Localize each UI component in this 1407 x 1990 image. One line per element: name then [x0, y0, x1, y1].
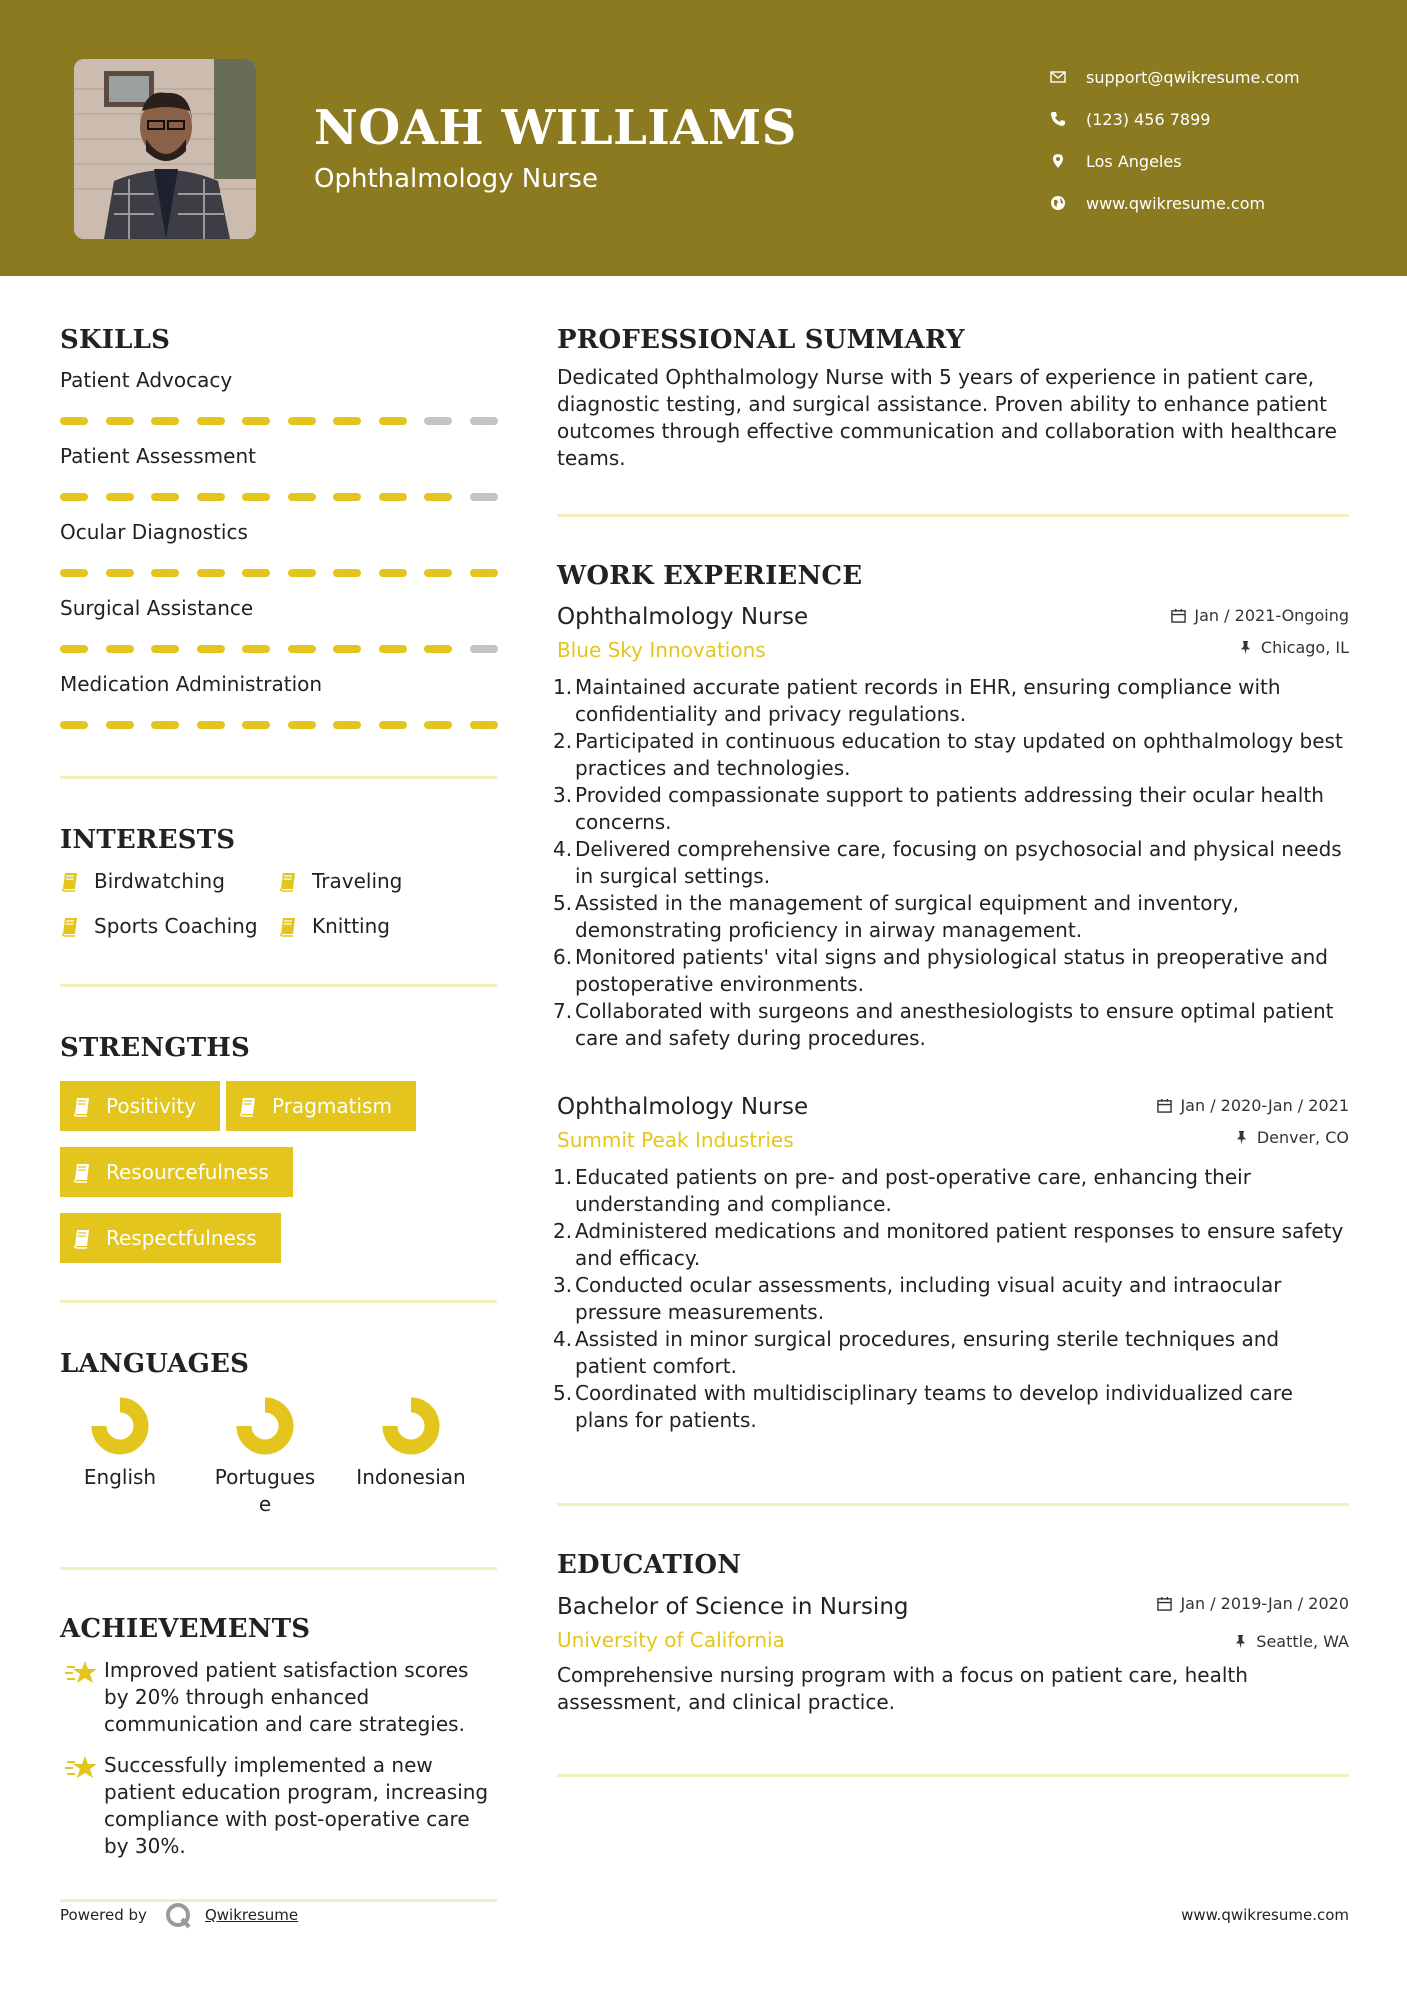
interests-heading: INTERESTS [60, 825, 236, 855]
strength-label: Pragmatism [272, 1094, 392, 1118]
footer-website[interactable]: www.qwikresume.com [1181, 1906, 1349, 1924]
job-bullet [553, 998, 1349, 1052]
summary-heading: PROFESSIONAL SUMMARY [557, 325, 965, 355]
brand-link[interactable]: Qwikresume [204, 1906, 299, 1924]
divider [60, 1300, 497, 1303]
skill-level-dash [470, 569, 498, 577]
strength-tag [60, 1213, 281, 1263]
candidate-title: Ophthalmology Nurse [314, 164, 598, 194]
achievement-text: Successfully implemented a new patient education program, increasing compliance with post-operative care by 30%. [104, 1753, 489, 1858]
contact-phone-text: (123) 456 7899 [1086, 109, 1211, 129]
skill-label: Surgical Assistance [60, 596, 254, 620]
bullet-text: Coordinated with multidisciplinary teams to develop individualized care plans for patients. [575, 1381, 1293, 1432]
skill-level-bar [60, 569, 515, 577]
job-bullets [553, 1164, 1349, 1434]
job-bullet [553, 1164, 1349, 1218]
education-dates-text: Jan / 2019-Jan / 2020 [1180, 1594, 1349, 1613]
qwikresume-logo-icon [163, 1900, 193, 1930]
skill-level-dash [424, 569, 452, 577]
skill-level-dash [333, 569, 361, 577]
book-icon [278, 870, 312, 892]
bullet-text: Monitored patients' vital signs and physiological status in preoperative and postoperative environments. [575, 945, 1328, 996]
skill-level-dash [288, 721, 316, 729]
strength-label: Positivity [106, 1094, 197, 1118]
skill-level-dash [242, 721, 270, 729]
divider [557, 514, 1349, 517]
interest-label: Birdwatching [94, 869, 225, 893]
job-bullet [553, 1272, 1349, 1326]
contact-location-text: Los Angeles [1086, 151, 1182, 171]
strength-tag [60, 1081, 220, 1131]
job-bullet [553, 1326, 1349, 1380]
book-icon [60, 870, 94, 892]
bullet-text: Delivered comprehensive care, focusing on psychosocial and physical needs in surgical settings. [575, 837, 1342, 888]
book-icon [238, 1095, 272, 1117]
bullet-number: 6. [553, 945, 573, 969]
company-name: Blue Sky Innovations [557, 638, 766, 662]
skill-level-dash [151, 417, 179, 425]
strengths-heading: STRENGTHS [60, 1033, 251, 1063]
book-icon [72, 1161, 106, 1183]
company-name: Summit Peak Industries [557, 1128, 794, 1152]
skills-heading: SKILLS [60, 325, 171, 355]
bullet-number: 5. [553, 891, 573, 915]
education-location-text: Seattle, WA [1256, 1632, 1349, 1651]
language-label: Portugues e [214, 1465, 316, 1516]
interest-item [278, 869, 402, 893]
skill-level-dash [60, 493, 88, 501]
skill-level-dash [424, 493, 452, 501]
interest-label: Sports Coaching [94, 914, 258, 938]
globe-icon [1050, 193, 1086, 213]
skill-level-dash [106, 417, 134, 425]
education-dates [1157, 1594, 1349, 1613]
skill-level-dash [242, 569, 270, 577]
pin-icon [1238, 640, 1261, 655]
skill-level-dash [197, 645, 225, 653]
job-bullet [553, 674, 1349, 728]
bullet-number: 7. [553, 999, 573, 1023]
skill-level-bar [60, 493, 515, 501]
job-title: Ophthalmology Nurse [557, 1094, 809, 1120]
skill-level-dash [106, 721, 134, 729]
divider [60, 776, 497, 779]
language-level-ring [346, 1396, 476, 1456]
achievement-item [60, 1657, 497, 1738]
skill-level-dash [60, 645, 88, 653]
school-name: University of California [557, 1628, 785, 1652]
bullet-number: 1. [553, 1165, 573, 1189]
skill-level-dash [106, 493, 134, 501]
book-icon [60, 915, 94, 937]
skill-level-dash [197, 493, 225, 501]
language-label: English [83, 1465, 157, 1489]
skill-level-dash [288, 417, 316, 425]
bullet-text: Provided compassionate support to patients addressing their ocular health concerns. [575, 783, 1324, 834]
calendar-icon [1171, 608, 1194, 623]
phone-icon [1050, 109, 1086, 129]
language-label: Indonesian [356, 1465, 466, 1489]
bullet-text: Collaborated with surgeons and anesthesiologists to ensure optimal patient care and safety during procedures. [575, 999, 1334, 1050]
skill-level-dash [470, 493, 498, 501]
bullet-number: 1. [553, 675, 573, 699]
book-icon [72, 1227, 106, 1249]
book-icon [72, 1095, 106, 1117]
job-entry [553, 1094, 1349, 1434]
bullet-text: Assisted in the management of surgical equipment and inventory, demonstrating proficiency in airway management. [575, 891, 1239, 942]
skill-level-dash [379, 721, 407, 729]
job-bullet [553, 1218, 1349, 1272]
job-bullet [553, 836, 1349, 890]
bullet-number: 3. [553, 1273, 573, 1297]
job-dates-text: Jan / 2021-Ongoing [1194, 606, 1349, 625]
skill-level-dash [60, 721, 88, 729]
job-bullet [553, 890, 1349, 944]
skill-level-dash [288, 569, 316, 577]
footer-powered-by [60, 1900, 298, 1930]
language-level-ring [200, 1396, 330, 1456]
resume-header [0, 0, 1407, 276]
bullet-text: Assisted in minor surgical procedures, ensuring sterile techniques and patient comfort. [575, 1327, 1280, 1378]
job-dates [1171, 606, 1349, 625]
bullet-number: 2. [553, 729, 573, 753]
skill-label: Patient Advocacy [60, 368, 233, 392]
skill-level-dash [379, 645, 407, 653]
skill-level-dash [379, 569, 407, 577]
language-item [55, 1396, 185, 1491]
skill-level-dash [151, 721, 179, 729]
skill-level-dash [242, 493, 270, 501]
strength-label: Respectfulness [106, 1226, 257, 1250]
skill-level-dash [242, 645, 270, 653]
degree-title: Bachelor of Science in Nursing [557, 1594, 909, 1620]
star-icon [60, 1657, 104, 1738]
skill-level-dash [379, 417, 407, 425]
bullet-number: 4. [553, 1327, 573, 1351]
skill-level-dash [424, 417, 452, 425]
interest-item [278, 914, 390, 938]
skill-level-dash [288, 645, 316, 653]
bullet-number: 2. [553, 1219, 573, 1243]
job-dates-text: Jan / 2020-Jan / 2021 [1180, 1096, 1349, 1115]
skill-level-dash [333, 721, 361, 729]
skill-label: Medication Administration [60, 672, 323, 696]
education-location [1233, 1632, 1349, 1651]
bullet-number: 3. [553, 783, 573, 807]
powered-by-label: Powered by [60, 1906, 147, 1924]
bullet-text: Maintained accurate patient records in EHR, ensuring compliance with confidentiality and privacy regulations. [575, 675, 1281, 726]
skill-level-dash [470, 721, 498, 729]
education-entry [557, 1594, 1349, 1716]
strength-label: Resourcefulness [106, 1160, 269, 1184]
skill-level-dash [470, 417, 498, 425]
pin-icon [1233, 1634, 1248, 1649]
skill-level-dash [151, 569, 179, 577]
divider [60, 1567, 497, 1570]
skill-item [60, 444, 497, 504]
divider [557, 1774, 1349, 1777]
skill-level-bar [60, 721, 515, 729]
bullet-text: Participated in continuous education to stay updated on ophthalmology best practices and technologies. [575, 729, 1343, 780]
strength-tag [226, 1081, 416, 1131]
contact-email-text: support@qwikresume.com [1086, 67, 1300, 87]
skill-item [60, 596, 497, 656]
skill-level-dash [151, 493, 179, 501]
skill-level-dash [379, 493, 407, 501]
achievements-heading: ACHIEVEMENTS [60, 1614, 311, 1644]
skill-level-dash [60, 417, 88, 425]
skill-level-dash [424, 645, 452, 653]
job-location-text: Denver, CO [1256, 1128, 1349, 1147]
skill-level-bar [60, 417, 515, 425]
job-bullet [553, 728, 1349, 782]
candidate-name: NOAH WILLIAMS [314, 100, 797, 156]
book-icon [278, 915, 312, 937]
education-heading: EDUCATION [557, 1550, 742, 1580]
achievement-item [60, 1752, 497, 1860]
skill-level-dash [470, 645, 498, 653]
skill-label: Ocular Diagnostics [60, 520, 248, 544]
job-bullet [553, 1380, 1349, 1434]
contact-phone[interactable] [1050, 98, 1300, 140]
skill-level-dash [333, 493, 361, 501]
contact-location [1050, 140, 1300, 182]
skill-level-dash [288, 493, 316, 501]
language-item [346, 1396, 476, 1491]
skill-level-dash [60, 569, 88, 577]
contact-website-text: www.qwikresume.com [1086, 193, 1266, 213]
job-dates [1157, 1096, 1349, 1115]
bullet-text: Administered medications and monitored patient responses to ensure safety and efficacy. [575, 1219, 1344, 1270]
contact-list [1050, 56, 1300, 224]
interest-label: Knitting [312, 914, 390, 938]
strength-tag [60, 1147, 293, 1197]
skill-level-dash [197, 569, 225, 577]
skill-level-dash [333, 417, 361, 425]
bullet-number: 4. [553, 837, 573, 861]
bullet-text: Educated patients on pre- and post-operative care, enhancing their understanding and compliance. [575, 1165, 1251, 1216]
map-pin-icon [1050, 151, 1086, 171]
skill-label: Patient Assessment [60, 444, 256, 468]
language-level-ring [55, 1396, 185, 1456]
interest-label: Traveling [312, 869, 403, 893]
job-title: Ophthalmology Nurse [557, 604, 809, 630]
job-location-text: Chicago, IL [1260, 638, 1349, 657]
languages-heading: LANGUAGES [60, 1349, 250, 1379]
skill-level-dash [242, 417, 270, 425]
bullet-text: Conducted ocular assessments, including visual acuity and intraocular pressure measurements. [575, 1273, 1282, 1324]
achievement-text: Improved patient satisfaction scores by 20% through enhanced communication and care strategies. [104, 1658, 469, 1736]
interest-item [60, 914, 258, 938]
interest-item [60, 869, 225, 893]
skill-item [60, 520, 497, 580]
star-icon [60, 1752, 104, 1860]
divider [60, 984, 497, 987]
skill-level-dash [197, 721, 225, 729]
education-description: Comprehensive nursing program with a focus on patient care, health assessment, and clinical practice. [557, 1663, 1248, 1714]
bullet-number: 5. [553, 1381, 573, 1405]
job-location [1234, 1128, 1349, 1147]
skill-level-dash [151, 645, 179, 653]
skill-level-dash [424, 721, 452, 729]
pin-icon [1234, 1130, 1257, 1145]
language-item [200, 1396, 330, 1518]
skill-item [60, 368, 497, 428]
skill-level-dash [333, 645, 361, 653]
job-location [1238, 638, 1349, 657]
contact-website[interactable] [1050, 182, 1300, 224]
skill-level-dash [106, 645, 134, 653]
experience-heading: WORK EXPERIENCE [557, 561, 863, 591]
skill-level-bar [60, 645, 515, 653]
calendar-icon [1157, 1596, 1172, 1611]
contact-email[interactable] [1050, 56, 1300, 98]
divider [557, 1503, 1349, 1506]
envelope-icon [1050, 67, 1086, 87]
job-bullets [553, 674, 1349, 1052]
summary-text: Dedicated Ophthalmology Nurse with 5 years of experience in patient care, diagnostic testing, and surgical assistance. Proven ability to enhance patient outcomes through effective communication and collaboration with healthcare teams. [557, 365, 1337, 470]
job-bullet [553, 944, 1349, 998]
job-bullet [553, 782, 1349, 836]
skill-level-dash [106, 569, 134, 577]
job-entry [553, 604, 1349, 1052]
skill-item [60, 672, 497, 732]
profile-photo [74, 59, 256, 239]
skill-level-dash [197, 417, 225, 425]
calendar-icon [1157, 1098, 1180, 1113]
